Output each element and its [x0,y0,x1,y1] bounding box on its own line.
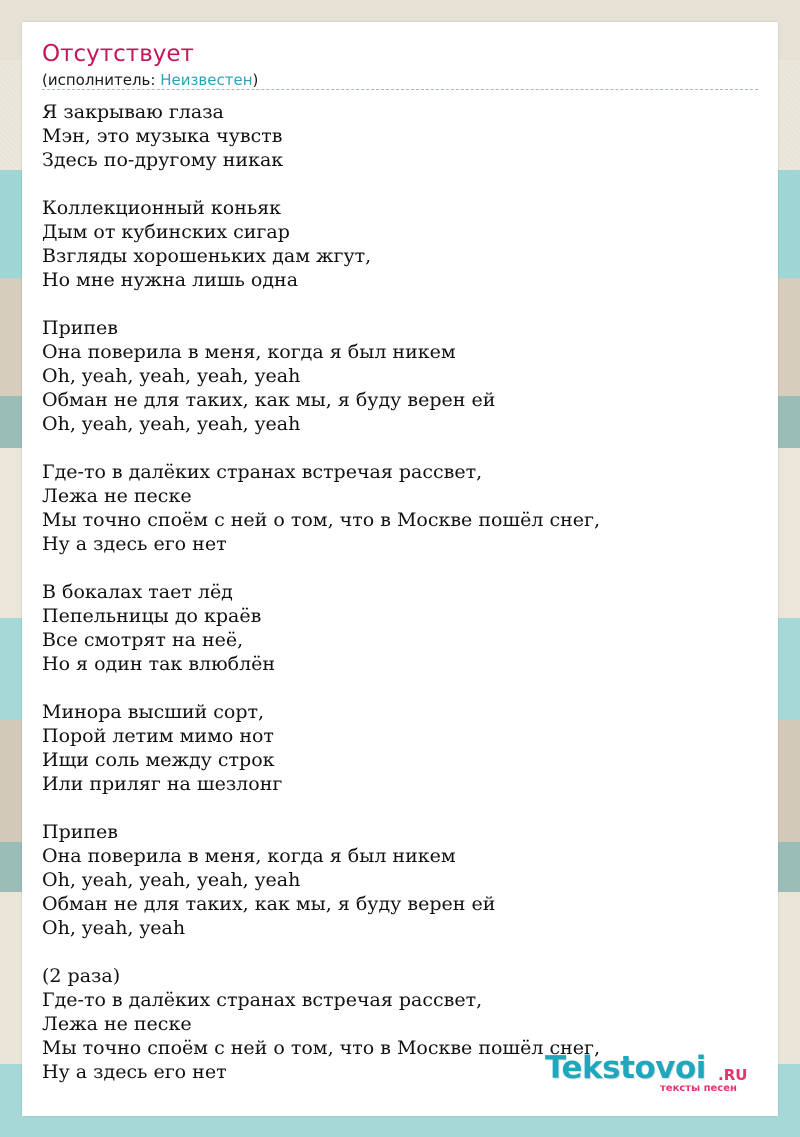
lyric-line: В бокалах тает лёд [42,581,233,603]
logo-tld: .RU [718,1066,748,1084]
lyric-line [42,436,758,460]
lyrics-card [22,22,778,1116]
lyric-line: Мы точно споём с ней о том, что в Москве пошёл снег, [42,1037,600,1059]
lyric-line: Лежа не песке [42,1013,192,1035]
lyric-line [42,796,758,820]
lyric-line: Коллекционный коньяк [42,197,282,219]
logo-name: Tekstovoi [545,1050,706,1086]
lyric-line: Oh, yeah, yeah, yeah, yeah [42,413,301,435]
lyric-line: (2 раза) [42,965,121,987]
lyrics-text [42,100,758,1084]
lyric-line: Или приляг на шезлонг [42,773,283,795]
lyric-line: Припев [42,821,118,843]
lyric-line: Ищи соль между строк [42,749,275,771]
lyric-line: Обман не для таких, как мы, я буду верен ей [42,389,496,411]
lyric-line [42,292,758,316]
lyric-line: Минора высший сорт, [42,701,265,723]
lyric-line [42,556,758,580]
tekstovoi-logo[interactable] [545,1050,765,1096]
lyric-line: Мэн, это музыка чувств [42,125,283,147]
lyric-line [42,940,758,964]
lyric-line: Ну а здесь его нет [42,1061,227,1083]
lyric-line: Порой летим мимо нот [42,725,274,747]
lyric-line: Дым от кубинских сигар [42,221,290,243]
lyric-line: Все смотрят на неё, [42,629,244,651]
lyric-line: Я закрываю глаза [42,101,224,123]
lyric-line: Но мне нужна лишь одна [42,269,299,291]
lyric-line: Она поверила в меня, когда я был никем [42,845,456,867]
lyric-line: Oh, yeah, yeah, yeah, yeah [42,365,301,387]
lyric-line: Но я один так влюблён [42,653,276,675]
lyric-line: Пепельницы до краёв [42,605,262,627]
song-title: Отсутствует [42,41,194,67]
lyric-line: Где-то в далёких странах встречая рассвет, [42,461,483,483]
lyric-line: Припев [42,317,118,339]
title-divider [42,89,758,90]
artist-line [42,70,258,90]
artist-link[interactable]: Неизвестен [160,71,253,89]
lyric-line: Где-то в далёких странах встречая рассвет, [42,989,483,1011]
lyric-line: Мы точно споём с ней о том, что в Москве пошёл снег, [42,509,600,531]
logo-subtitle: тексты песен [660,1083,737,1094]
lyric-line [42,676,758,700]
artist-prefix: (исполнитель: [42,71,161,89]
lyric-line: Oh, yeah, yeah [42,917,186,939]
lyric-line [42,172,758,196]
lyric-line: Взгляды хорошеньких дам жгут, [42,245,372,267]
lyric-line: Она поверила в меня, когда я был никем [42,341,456,363]
lyric-line: Oh, yeah, yeah, yeah, yeah [42,869,301,891]
lyric-line: Ну а здесь его нет [42,533,227,555]
lyric-line: Обман не для таких, как мы, я буду верен ей [42,893,496,915]
artist-suffix: ) [252,71,259,89]
lyric-line: Лежа не песке [42,485,192,507]
lyric-line: Здесь по-другому никак [42,149,284,171]
